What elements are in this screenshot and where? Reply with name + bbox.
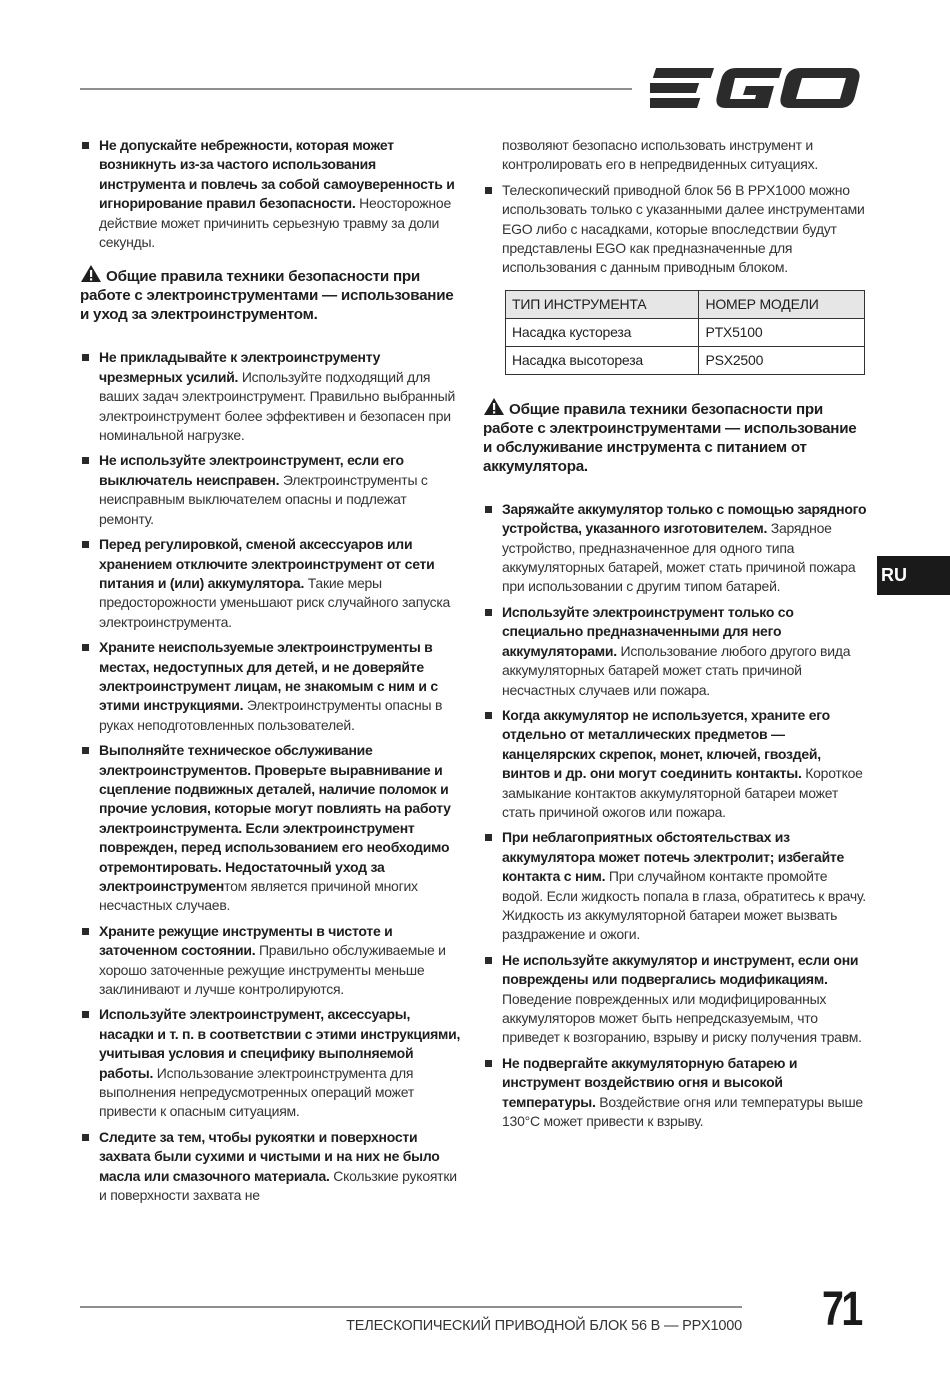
list-item: Следите за тем, чтобы рукоятки и поверхности захвата были сухими и чистыми и на них не было масла или смазочного материала. Скользкие рукоятки и поверхности захвата не [80, 1128, 462, 1206]
continued-paragraph: позволяют безопасно использовать инструмент и контролировать его в непредвиденных ситуациях. [502, 137, 818, 173]
bullet-icon [485, 506, 492, 513]
left-column [80, 136, 462, 1212]
table-cell: PTX5100 [699, 318, 865, 346]
table-cell: Насадка кустореза [506, 318, 699, 346]
section-heading: Общие правила техники безопасности при работе с электроинструментами — использование и обслуживание инструмента с питанием от аккумулятора. [483, 397, 867, 476]
list-item: Не подвергайте аккумуляторную батарею и инструмент воздействию огня и высокой температуры. Воздействие огня или температуры выше 130°C может привести к взрыву. [483, 1054, 867, 1132]
bullet-icon [485, 609, 492, 616]
bullet-icon [485, 834, 492, 841]
footer-title: ТЕЛЕСКОПИЧЕСКИЙ ПРИВОДНОЙ БЛОК 56 В — PPX1000 [346, 1318, 742, 1334]
header-rule [80, 88, 632, 90]
bullet-icon [82, 1134, 89, 1141]
list-item: Заряжайте аккумулятор только с помощью зарядного устройства, указанного изготовителем. Зарядное устройство, предназначенное для одного типа аккумуляторных батарей, может стать причиной пожара при использовании с другим типом батарей. [483, 500, 867, 597]
bullet-icon [82, 928, 89, 935]
list-item: Не допускайте небрежности, которая может возникнуть из-за частого использования инструмента и повлечь за собой самоуверенность и игнорирование правил безопасности. Неосторожное действие может причинить серьезную травму за доли секунды. [80, 136, 462, 252]
list-item: Не используйте электроинструмент, если его выключатель неисправен. Электроинструменты с неисправным выключателем опасны и подлежат ремонту. [80, 451, 462, 529]
bullet-icon [82, 142, 89, 149]
list-item: Телескопический приводной блок 56 В PPX1000 можно использовать только с указанными далее инструментами EGO либо с насадками, которые впоследствии будут представлены EGO как предназначенные для использования с данным приводным блоком. [483, 181, 867, 278]
bullet-icon [82, 354, 89, 361]
bullet-icon [82, 747, 89, 754]
list-item: Храните неиспользуемые электроинструменты в местах, недоступных для детей, и не доверяйте электроинструмент лицам, не знакомым с ним и с этими инструкциями. Электроинструменты опасны в руках неподготовленных пользователей. [80, 638, 462, 735]
table-row [506, 346, 865, 374]
table-header-cell: НОМЕР МОДЕЛИ [699, 290, 865, 318]
footer-rule [80, 1306, 742, 1308]
bullet-icon [485, 1060, 492, 1067]
bullet-icon [485, 187, 492, 194]
bullet-icon [82, 644, 89, 651]
list-item: При неблагоприятных обстоятельствах из аккумулятора может потечь электролит; избегайте контакта с ним. При случайном контакте промойте водой. Если жидкость попала в глаза, обратитесь к врачу. Жидкость из аккумуляторной батареи может вызвать раздражение и ожоги. [483, 828, 867, 944]
page-number: 71 [822, 1283, 861, 1336]
list-item: Храните режущие инструменты в чистоте и заточенном состоянии. Правильно обслуживаемые и хорошо заточенные режущие инструменты меньше заклинивают и лучше контролируются. [80, 922, 462, 1000]
model-table [505, 290, 865, 375]
table-cell: Насадка высотореза [506, 346, 699, 374]
bullet-icon [82, 1011, 89, 1018]
language-tab: RU [877, 556, 950, 595]
table-header-cell: ТИП ИНСТРУМЕНТА [506, 290, 699, 318]
warning-icon [483, 397, 505, 416]
list-item: Когда аккумулятор не используется, храните его отдельно от металлических предметов — канцелярских скрепок, монет, ключей, гвоздей, винтов и др. они могут соединить контакты. Короткое замыкание контактов аккумуляторной батареи может стать причиной ожогов или пожара. [483, 706, 867, 822]
list-item: Выполняйте техническое обслуживание электроинструментов. Проверьте выравнивание и сцепление подвижных деталей, наличие поломок и прочие условия, которые могут повлиять на работу электроинструмента. Если электроинструмент поврежден, перед использованием его необходимо отремонтировать. Недостаточный уход за электроинструментом является причиной многих несчастных случаев. [80, 741, 462, 916]
table-cell: PSX2500 [699, 346, 865, 374]
bullet-icon [82, 457, 89, 464]
list-item: Не прикладывайте к электроинструменту чрезмерных усилий. Используйте подходящий для ваших задач электроинструмент. Правильно выбранный электроинструмент более эффективен и безопасен при номинальной нагрузке. [80, 348, 462, 445]
warning-icon [80, 264, 102, 283]
right-column [483, 136, 867, 1137]
ego-logo [650, 62, 862, 114]
list-item: Перед регулировкой, сменой аксессуаров или хранением отключите электроинструмент от сети питания и (или) аккумулятора. Такие меры предосторожности уменьшают риск случайного запуска электроинструмента. [80, 535, 462, 632]
list-item: Используйте электроинструмент только со специально предназначенными для него аккумуляторами. Использование любого другого вида аккумуляторных батарей может стать причиной несчастных случаев или пожара. [483, 603, 867, 700]
section-heading: Общие правила техники безопасности при работе с электроинструментами — использование и уход за электроинструментом. [80, 264, 462, 324]
bullet-icon [82, 541, 89, 548]
bullet-icon [485, 957, 492, 964]
list-item: Используйте электроинструмент, аксессуары, насадки и т. п. в соответствии с этими инструкциями, учитывая условия и специфику выполняемой работы. Использование электроинструмента для выполнения непредусмотренных операций может привести к опасным ситуациям. [80, 1005, 462, 1121]
table-header-row [506, 290, 865, 318]
table-row [506, 318, 865, 346]
list-item: Не используйте аккумулятор и инструмент, если они повреждены или подвергались модификациям. Поведение поврежденных или модифицированных аккумуляторов может быть непредсказуемым, что приведет к возгоранию, взрыву и риску получения травм. [483, 951, 867, 1048]
bullet-icon [485, 712, 492, 719]
